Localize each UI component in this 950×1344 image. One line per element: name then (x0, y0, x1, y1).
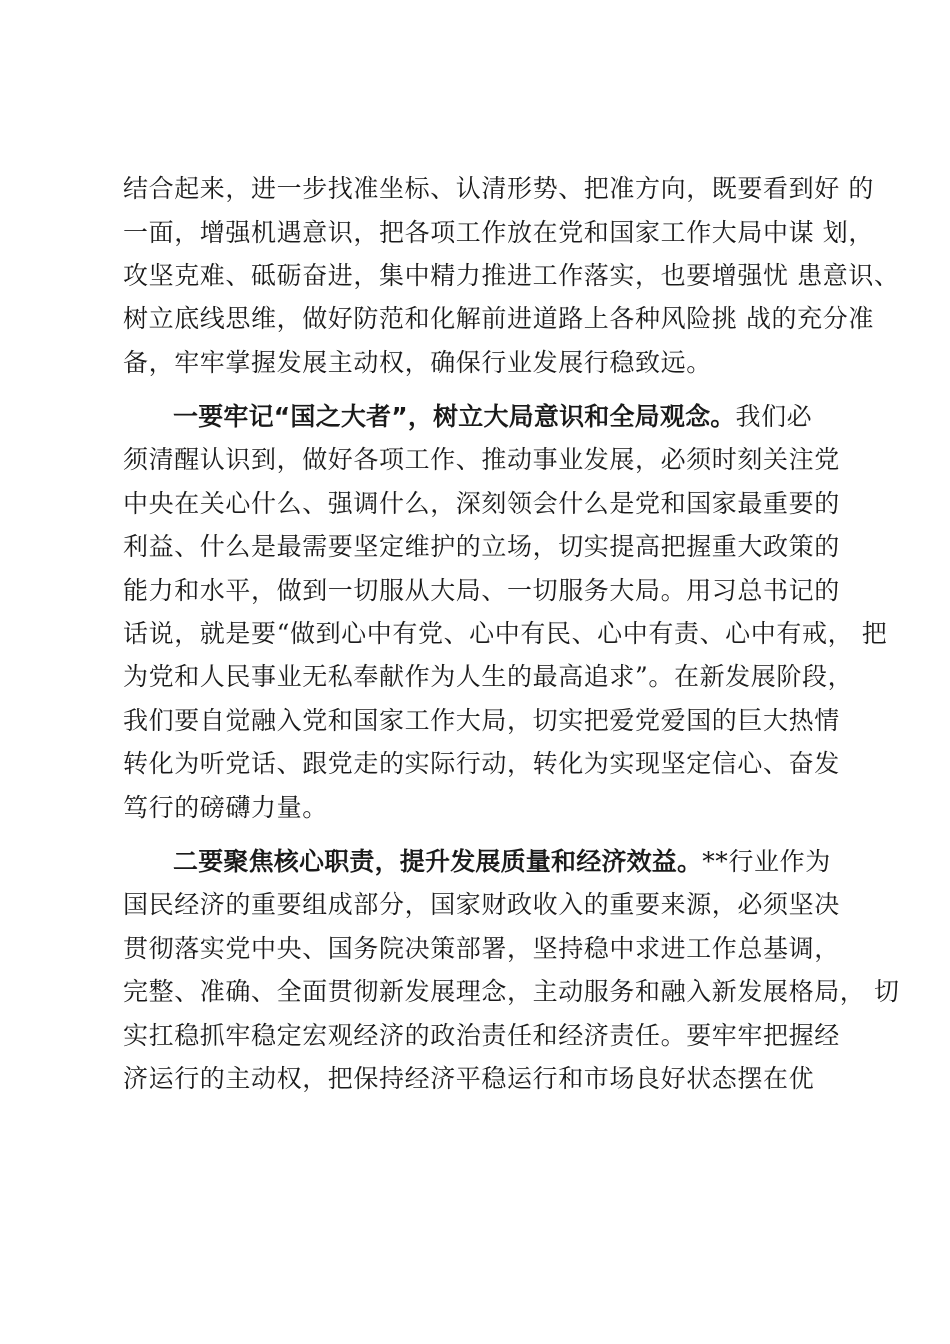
paragraph-2-line-4: 利益、什么是最需要坚定维护的立场，切实提高把握重大政策的 (123, 532, 840, 561)
paragraph-1-line-2: 一面，增强机遇意识，把各项工作放在党和国家工作大局中谋 划， (123, 218, 874, 247)
paragraph-2-line-7: 为党和人民事业无私奉献作为人生的最高追求”。在新发展阶段， (123, 662, 854, 691)
paragraph-2-line-2: 须清醒认识到，做好各项工作、推动事业发展，必须时刻关注党 (123, 445, 840, 474)
paragraph-1-line-3: 攻坚克难、砥砺奋进，集中精力推进工作落实，也要增强忧 患意识、 (123, 261, 900, 290)
paragraph-2-first-line (173, 400, 812, 434)
paragraph-2-line-10: 笃行的磅礴力量。 (123, 793, 328, 822)
paragraph-2-first-line-text: 我们必 (735, 402, 813, 431)
paragraph-2-line-5: 能力和水平，做到一切服从大局、一切服务大局。用习总书记的 (123, 576, 840, 605)
paragraph-3-first-line-text: **行业作为 (702, 847, 831, 876)
paragraph-3-heading: 二要聚焦核心职责，提升发展质量和经济效益。 (173, 847, 703, 876)
paragraph-3-line-5: 实扛稳抓牢稳定宏观经济的政治责任和经济责任。要牢牢把握经 (123, 1021, 840, 1050)
paragraph-1-line-1: 结合起来，进一步找准坐标、认清形势、把准方向，既要看到好 的 (123, 174, 874, 203)
paragraph-2-line-9: 转化为听党话、跟党走的实际行动，转化为实现坚定信心、奋发 (123, 749, 840, 778)
paragraph-3-line-6: 济运行的主动权，把保持经济平稳运行和市场良好状态摆在优 (123, 1064, 815, 1093)
paragraph-1-line-4: 树立底线思维，做好防范和化解前进道路上各种风险挑 战的充分准 (123, 304, 874, 333)
paragraph-3-line-3: 贯彻落实党中央、国务院决策部署，坚持稳中求进工作总基调， (123, 934, 840, 963)
paragraph-3-line-2: 国民经济的重要组成部分，国家财政收入的重要来源，必须坚决 (123, 890, 840, 919)
paragraph-2-heading: 一要牢记“国之大者”，树立大局意识和全局观念。 (173, 402, 736, 431)
paragraph-2-line-3: 中央在关心什么、强调什么，深刻领会什么是党和国家最重要的 (123, 489, 840, 518)
paragraph-2-line-8: 我们要自觉融入党和国家工作大局，切实把爱党爱国的巨大热情 (123, 706, 840, 735)
paragraph-3-line-4: 完整、准确、全面贯彻新发展理念，主动服务和融入新发展格局， 切 (123, 977, 900, 1006)
paragraph-1-line-5: 备，牢牢掌握发展主动权，确保行业发展行稳致远。 (123, 348, 712, 377)
paragraph-2-line-6: 话说，就是要“做到心中有党、心中有民、心中有责、心中有戒， 把 (123, 619, 888, 648)
paragraph-3-first-line (173, 845, 831, 879)
